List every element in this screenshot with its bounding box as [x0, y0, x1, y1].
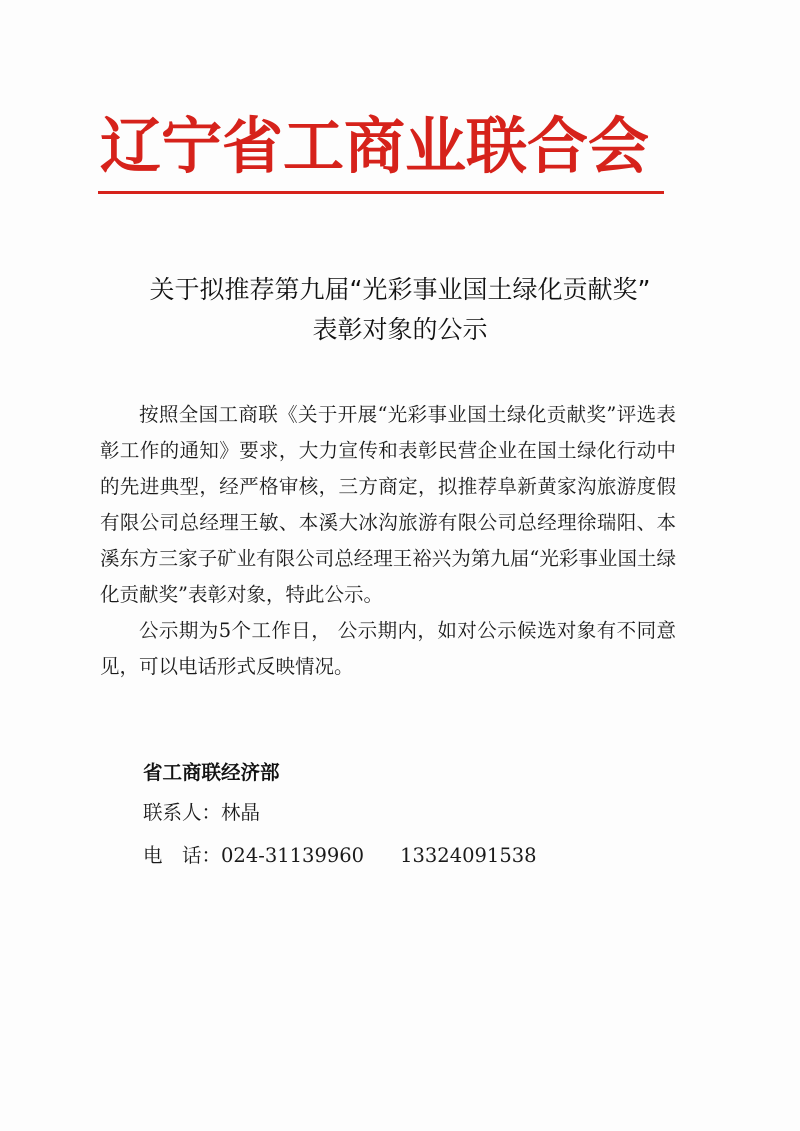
letterhead-title: 辽宁省工商业联合会: [100, 111, 650, 182]
contact-phone: [143, 841, 537, 871]
notice-title-line-1: 关于拟推荐第九届“光彩事业国土绿化贡献奖”: [149, 275, 651, 304]
letterhead-red-rule: [98, 191, 664, 194]
phone-mobile: 13324091538: [400, 844, 537, 867]
body-paragraph-1: 按照全国工商联《关于开展“光彩事业国土绿化贡献奖”评选表彰工作的通知》要求，大力宣传和表彰民营企业在国土绿化行动中的先进典型，经严格审核，三方商定，拟推荐阜新黄家沟旅游度假有限公司总经理王敏、本溪大冰沟旅游有限公司总经理徐瑞阳、本溪东方三家子矿业有限公司总经理王裕兴为第九届“光彩事业国土绿化贡献奖”表彰对象，特此公示。: [100, 403, 676, 606]
notice-body: [100, 397, 676, 685]
notice-title-line-2: 表彰对象的公示: [312, 315, 488, 344]
phone-landline: 024-31139960: [221, 844, 365, 867]
issuing-department: 省工商联经济部: [143, 761, 280, 784]
contact-person: 联系人：林晶: [143, 801, 261, 824]
body-paragraph-2: 公示期为5个工作日， 公示期内，如对公示候选对象有不同意见，可以电话形式反映情况。: [100, 619, 676, 678]
phone-label: 电 话：: [143, 844, 222, 867]
